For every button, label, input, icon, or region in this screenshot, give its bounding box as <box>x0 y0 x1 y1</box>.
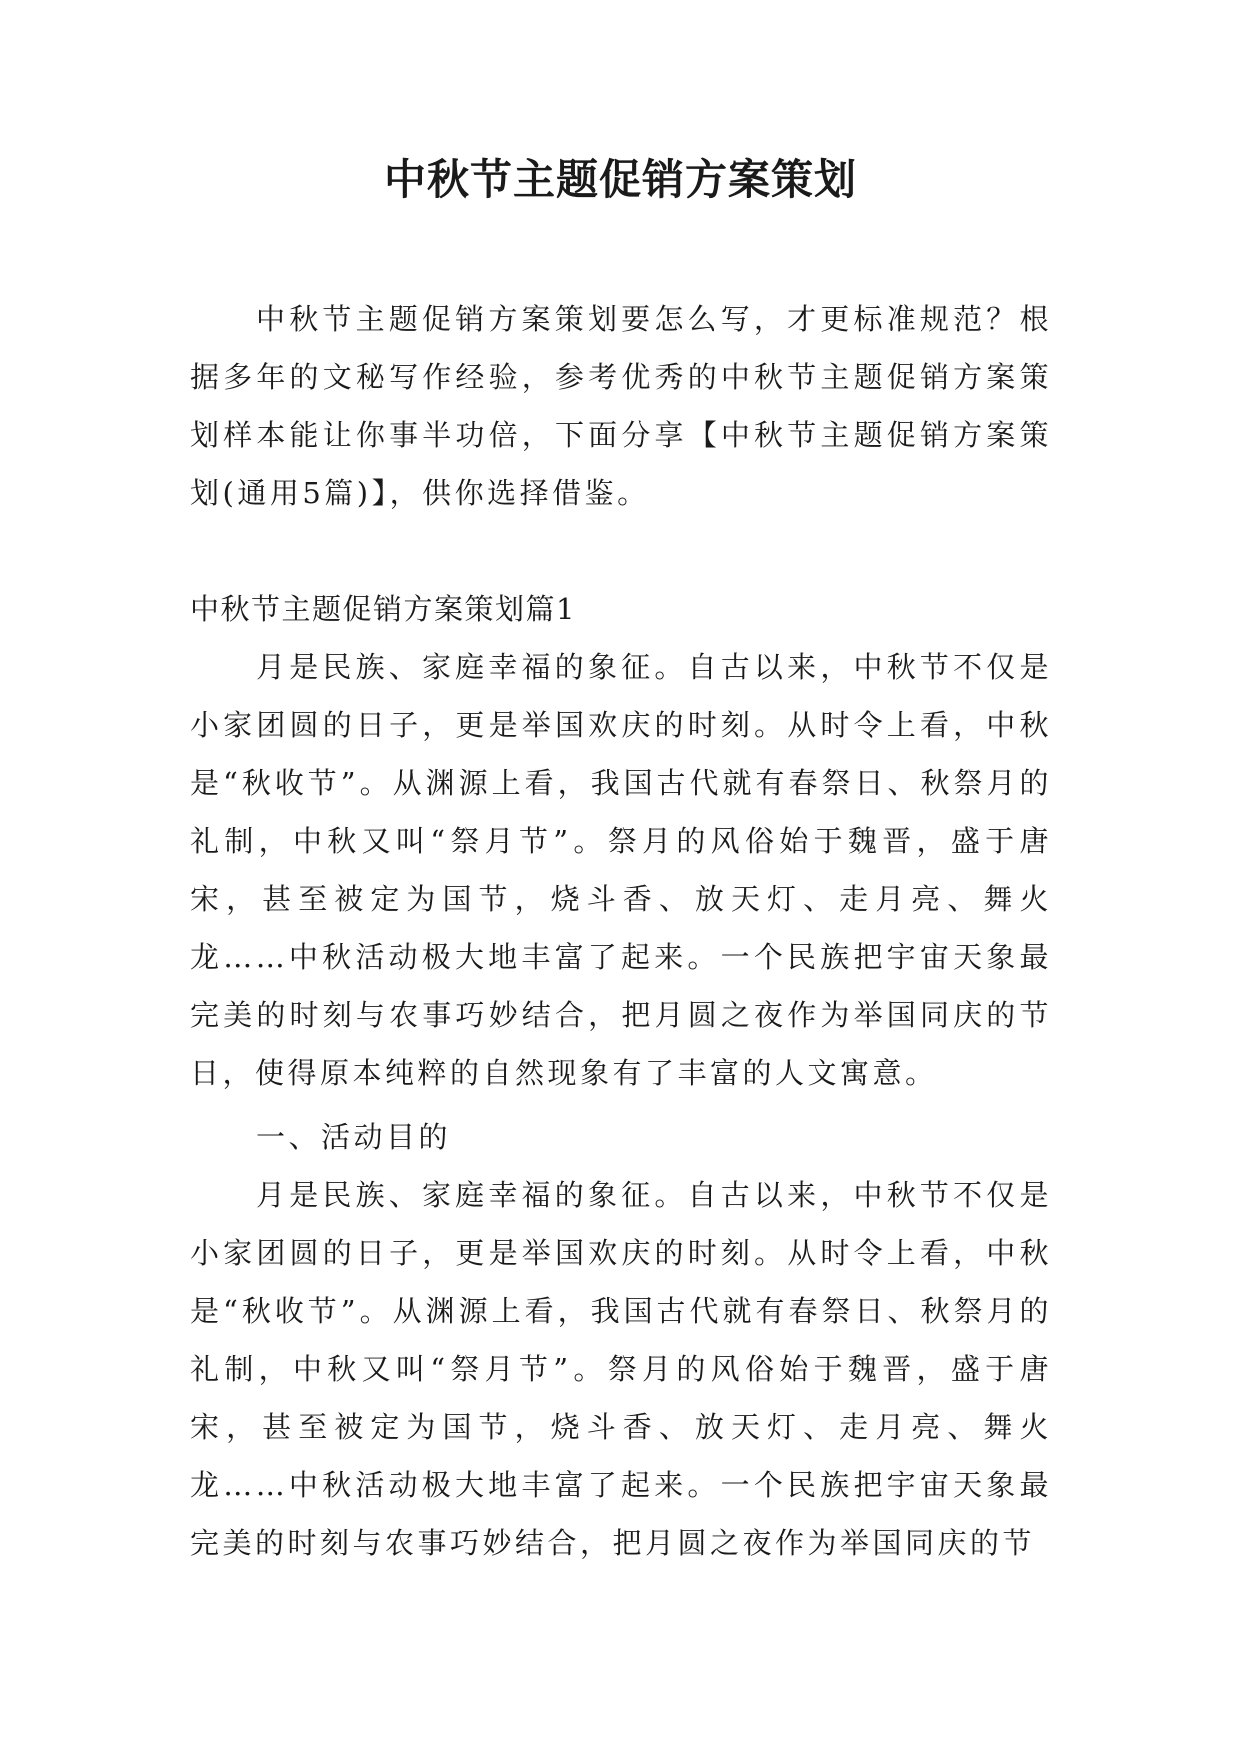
intro-paragraph: 中秋节主题促销方案策划要怎么写，才更标准规范？根据多年的文秘写作经验，参考优秀的中秋节主题促销方案策划样本能让你事半功倍，下面分享【中秋节主题促销方案策划(通用5篇)】，供你选择借鉴。 <box>190 302 1052 510</box>
body-paragraph-2: 月是民族、家庭幸福的象征。自古以来，中秋节不仅是小家团圆的日子，更是举国欢庆的时刻。从时令上看，中秋是“秋收节”。从渊源上看，我国古代就有春祭日、秋祭月的礼制，中秋又叫“祭月节”。祭月的风俗始于魏晋，盛于唐宋，甚至被定为国节，烧斗香、放天灯、走月亮、舞火龙……中秋活动极大地丰富了起来。一个民族把宇宙天象最完美的时刻与农事巧妙结合，把月圆之夜作为举国同庆的节 <box>190 1178 1052 1560</box>
document-title: 中秋节主题促销方案策划 <box>383 155 857 204</box>
section-heading: 中秋节主题促销方案策划篇1 <box>190 592 576 626</box>
body-paragraph-1: 月是民族、家庭幸福的象征。自古以来，中秋节不仅是小家团圆的日子，更是举国欢庆的时刻。从时令上看，中秋是“秋收节”。从渊源上看，我国古代就有春祭日、秋祭月的礼制，中秋又叫“祭月节”。祭月的风俗始于魏晋，盛于唐宋，甚至被定为国节，烧斗香、放天灯、走月亮、舞火龙……中秋活动极大地丰富了起来。一个民族把宇宙天象最完美的时刻与农事巧妙结合，把月圆之夜作为举国同庆的节日，使得原本纯粹的自然现象有了丰富的人文寓意。 <box>190 650 1052 1090</box>
subheading-activity-purpose: 一、活动目的 <box>256 1120 452 1154</box>
